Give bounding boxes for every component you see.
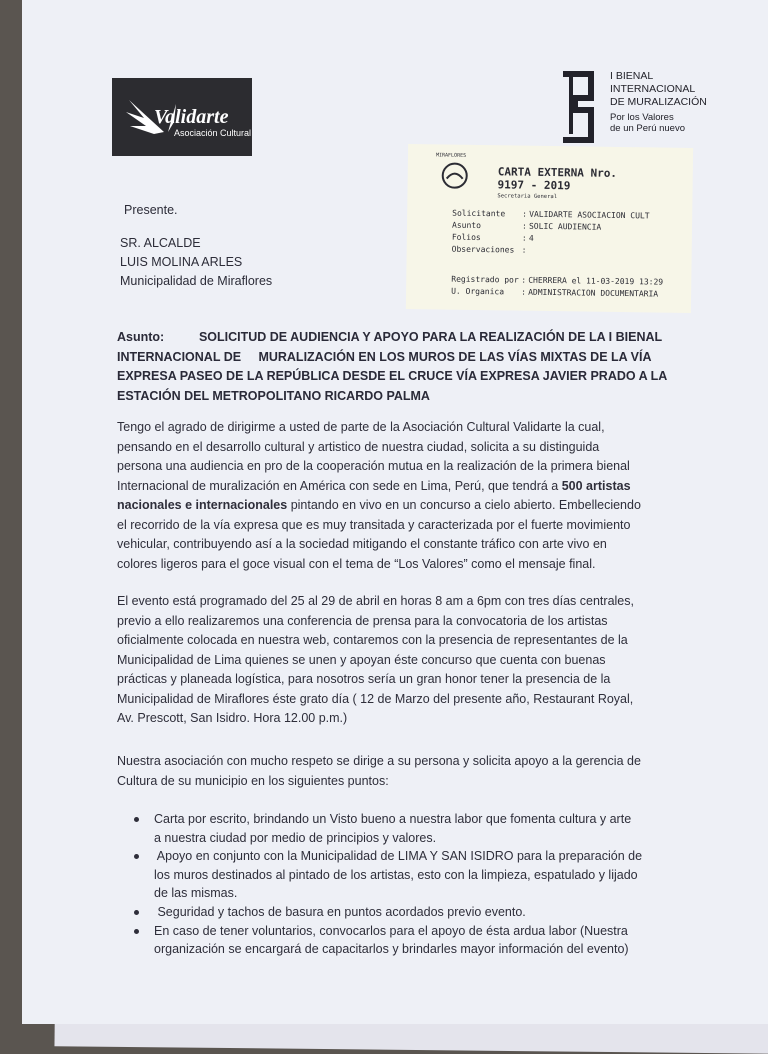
paragraph-line: persona una audiencia en pro de la cooperación mutua en la realización de la primera bienal (117, 459, 630, 473)
paragraph-line: Nuestra asociación con mucho respeto se dirige a su persona y solicita apoyo a la gerencia de (117, 754, 641, 768)
paragraph-line (117, 477, 641, 497)
stamp-colon: : (521, 287, 526, 297)
stamp-colon: : (521, 275, 527, 285)
bienal-line-4: Por los Valores (610, 112, 674, 123)
stamp-colon: : (521, 233, 527, 243)
paragraph-line: Av. Prescott, San Isidro. Hora 12.00 p.m.) (117, 711, 348, 725)
text-run: Internacional de muralización en América con sede en Lima, Perú, que tendrá a (117, 478, 562, 493)
seal-caption: MIRAFLORES (435, 152, 467, 159)
bienal-line-3: DE MURALIZACIÓN (610, 96, 707, 108)
stamp-value: ADMINISTRACION DOCUMENTARIA (528, 287, 659, 299)
stamp-colon: : (522, 209, 528, 219)
paragraph-line: pensando en el desarrollo cultural y artistico de nuestra ciudad, solicita a su distinguida (117, 439, 600, 454)
bullet-icon (134, 910, 139, 915)
list-item-line: Carta por escrito, brindando un Visto bueno a nuestra labor que fomenta cultura y arte (154, 812, 632, 826)
logo-subtitle: Asociación Cultural (174, 128, 252, 138)
stamp-number: 9197 - 2019 (497, 178, 571, 193)
paragraph-line: oficialmente colocada en nuestra web, contaremos con la presencia de representantes de la (117, 633, 628, 647)
bullet-icon (134, 854, 139, 859)
stamp-label: Folios (451, 232, 481, 243)
list-item-line: los muros destinados al pintado de los artistas, esto con la limpieza, espatulado y lijado (154, 867, 638, 882)
logo-name: Validarte (154, 106, 229, 128)
subject-block (117, 328, 717, 406)
paragraph-line: Municipalidad de Miraflores éste grato día ( 12 de Marzo del presente año, Restaurant Royal, (117, 691, 634, 706)
bullet-icon (134, 929, 139, 934)
list-item (132, 903, 642, 922)
emphasis-text: 500 artistas (561, 478, 631, 493)
stamp-colon: : (521, 221, 527, 231)
recipient-institution: Municipalidad de Miraflores (120, 274, 273, 288)
paragraph-line: el recorrido de la vía expresa que es muy transitada y caracterizada por el fuerte movimiento (117, 517, 631, 532)
subject-line: Asunto: SOLICITUD DE AUDIENCIA Y APOYO PARA LA REALIZACIÓN DE LA I BIENAL (117, 330, 663, 344)
bienal-line-2: INTERNACIONAL (610, 83, 696, 95)
paragraph-line: El evento está programado del 25 al 29 de abril en horas 8 am a 6pm con tres días centrales, (117, 594, 634, 608)
list-item (132, 847, 642, 903)
paragraph-line: previo a ello realizaremos una conferencia de prensa para la convocatoria de los artistas (117, 613, 608, 628)
stamp-label: Asunto (451, 220, 482, 231)
paragraph-line (117, 496, 641, 516)
stamp-secretaria: Secretaria General (497, 193, 558, 201)
bienal-line-5: de un Perú nuevo (610, 123, 686, 134)
request-list (132, 810, 642, 959)
validarte-logo (112, 78, 252, 156)
recipient-name: LUIS MOLINA ARLES (120, 255, 243, 269)
bienal-mark-icon (557, 70, 601, 144)
emphasis-text: nacionales e internacionales (117, 498, 288, 512)
presente-text: Presente. (124, 203, 178, 217)
text-run: pintando en vivo en un concurso a cielo abierto. Embelleciendo (287, 498, 641, 512)
list-item (132, 922, 642, 959)
paragraph-1 (117, 418, 641, 574)
list-item-line: de las mismas. (154, 886, 238, 901)
stamp-value: VALIDARTE ASOCIACION CULT (529, 209, 650, 221)
subject-line: ESTACIÓN DEL METROPOLITANO RICARDO PALMA (117, 388, 430, 403)
paragraph-line: colores ligeros para el goce visual con el tema de “Los Valores” como el mensaje final. (117, 556, 596, 571)
letter-page (22, 0, 768, 1024)
bullet-icon (134, 817, 139, 822)
stamp-label: Observaciones (451, 244, 515, 255)
paragraph-line: vehicular, contribuyendo así a la sociedad mitigando el constante tráfico con arte vivo en (117, 537, 607, 551)
stamp-value: SOLIC AUDIENCIA (528, 221, 602, 232)
municipal-seal-icon (438, 156, 472, 190)
stamp-label: U. Organica (451, 286, 505, 297)
stamp-value: 4 (528, 233, 534, 243)
stamp-colon: : (521, 245, 527, 255)
stamp-value: CHERRERA el 11-03-2019 13:29 (528, 275, 664, 287)
list-item-line: Seguridad y tachos de basura en puntos acordados previo evento. (154, 904, 526, 919)
paragraph-line: Municipalidad de Lima quienes se unen y apoyan éste concurso que cuenta con buenas (117, 652, 606, 667)
paragraph-3 (117, 752, 641, 791)
bienal-line-1: I BIENAL (610, 70, 654, 82)
stamp-label: Solicitante (452, 208, 506, 219)
paragraph-line: Cultura de su municipio en los siguientes puntos: (117, 773, 389, 788)
paragraph-line: prácticas y planeada logística, para nosotros sería un gran honor tener la presencia de la (117, 672, 611, 686)
list-item (132, 810, 642, 847)
paragraph-2 (117, 592, 634, 729)
bienal-logo (557, 70, 757, 150)
subject-line: EXPRESA PASEO DE LA REPÚBLICA DESDE EL CRUCE VÍA EXPRESA JAVIER PRADO A LA (117, 369, 668, 383)
subject-line: INTERNACIONAL DE MURALIZACIÓN EN LOS MUROS DE LAS VÍAS MIXTAS DE LA VÍA (117, 349, 652, 364)
stamp-title: CARTA EXTERNA Nro. (497, 165, 618, 180)
list-item-line: organización se encargará de capacitarlos y brindarles mayor información del evento) (154, 942, 629, 957)
registry-stamp (406, 144, 693, 313)
list-item-line: a nuestra ciudad por medio de principios y valores. (154, 830, 437, 845)
list-item-line: En caso de tener voluntarios, convocarlos para el apoyo de ésta ardua labor (Nuestra (154, 923, 628, 938)
recipient-title: SR. ALCALDE (120, 236, 201, 250)
paragraph-line: Tengo el agrado de dirigirme a usted de parte de la Asociación Cultural Validarte la cual, (117, 420, 605, 434)
stamp-label: Registrado por (451, 274, 519, 285)
list-item-line: Apoyo en conjunto con la Municipalidad de LIMA Y SAN ISIDRO para la preparación de (154, 849, 643, 864)
